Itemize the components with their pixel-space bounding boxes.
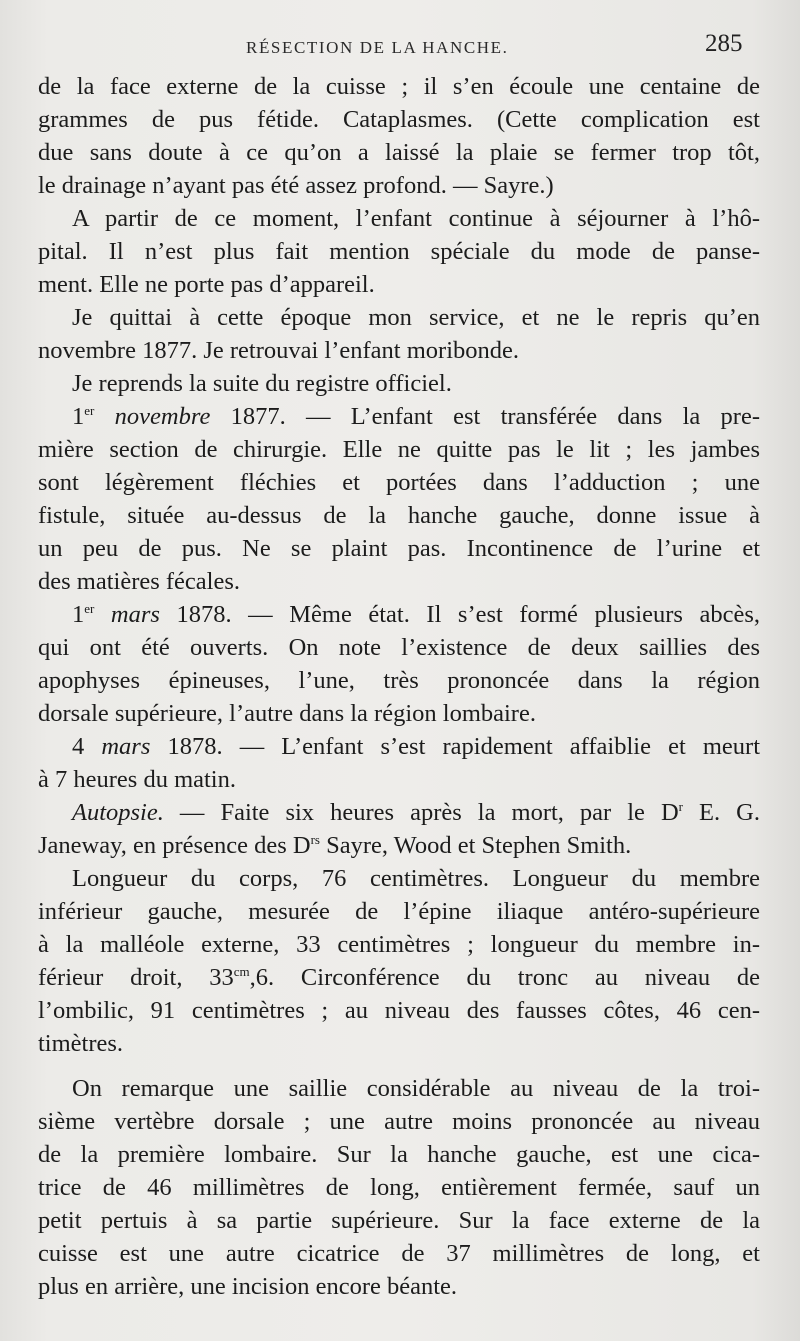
superscript: r: [678, 799, 684, 814]
text-segment: fistule, située au-dessus de la hanche gauche, donne issue à: [38, 502, 760, 529]
text-segment: le drainage n’ayant pas été assez profond. — Sayre.): [38, 172, 554, 199]
text-line: [38, 928, 760, 961]
text-segment: sont légèrement fléchies et portées dans l’adduction ; une: [38, 469, 760, 496]
text-segment: à la malléole externe, 33 centimètres ; longueur du membre in-: [38, 931, 760, 958]
text-line: [38, 895, 760, 928]
text-segment: pital. Il n’est plus fait mention spéciale du mode de panse-: [38, 238, 760, 265]
text-segment: un peu de pus. Ne se plaint pas. Incontinence de l’urine et: [38, 535, 760, 562]
text-line: [38, 796, 760, 829]
text-line: [38, 499, 760, 532]
italic-text: novembre: [94, 403, 211, 430]
text-line: [38, 961, 760, 994]
text-segment: 1877. — L’enfant est transférée dans la pre-: [210, 403, 760, 430]
text-segment: Janeway, en présence des D: [38, 832, 311, 859]
text-segment: Sayre, Wood et Stephen Smith.: [319, 832, 632, 859]
text-line: [38, 1105, 760, 1138]
text-line: [38, 730, 760, 763]
text-segment: cuisse est une autre cicatrice de 37 millimètres de long, et: [38, 1240, 760, 1267]
text-segment: — Faite six heures après la mort, par le D: [163, 799, 679, 826]
text-line: [38, 598, 760, 631]
text-segment: ment. Elle ne porte pas d’appareil.: [38, 271, 375, 298]
text-line: [38, 1204, 760, 1237]
page-header: [0, 30, 800, 64]
italic-text: Autopsie.: [72, 799, 164, 826]
text-segment: A partir de ce moment, l’enfant continue à séjourner à l’hô-: [72, 205, 760, 232]
text-segment: inférieur gauche, mesurée de l’épine iliaque antéro-supérieure: [38, 898, 760, 925]
text-segment: ,6. Circonférence du tronc au niveau de: [249, 964, 760, 991]
superscript: er: [84, 601, 95, 616]
text-segment: 1: [72, 601, 85, 628]
text-line: [38, 367, 760, 400]
text-line: [38, 1072, 760, 1105]
text-line: [38, 1237, 760, 1270]
text-segment: des matières fécales.: [38, 568, 241, 595]
text-segment: plus en arrière, une incision encore béante.: [38, 1273, 458, 1300]
text-segment: Longueur du corps, 76 centimètres. Longueur du membre: [72, 865, 760, 892]
text-segment: de la première lombaire. Sur la hanche gauche, est une cica-: [38, 1141, 760, 1168]
italic-text: mars: [94, 601, 160, 628]
text-line: [38, 1270, 760, 1303]
text-line: [38, 433, 760, 466]
text-segment: 1878. — L’enfant s’est rapidement affaiblie et meurt: [150, 733, 761, 760]
text-segment: qui ont été ouverts. On note l’existence de deux saillies des: [38, 634, 760, 661]
text-segment: petit pertuis à sa partie supérieure. Sur la face externe de la: [38, 1207, 760, 1234]
text-line: [38, 70, 760, 103]
text-segment: 1878. — Même état. Il s’est formé plusieurs abcès,: [159, 601, 761, 628]
text-line: [38, 1138, 760, 1171]
text-segment: Je reprends la suite du registre officiel.: [72, 370, 452, 397]
text-segment: l’ombilic, 91 centimètres ; au niveau des fausses côtes, 46 cen-: [38, 997, 760, 1024]
text-line: [38, 466, 760, 499]
text-line: [38, 1171, 760, 1204]
text-line: [38, 235, 760, 268]
text-segment: E. G.: [683, 799, 760, 826]
text-line: [38, 664, 760, 697]
text-segment: dorsale supérieure, l’autre dans la région lombaire.: [38, 700, 536, 727]
text-line: [38, 862, 760, 895]
text-line: [38, 103, 760, 136]
text-line: [38, 697, 760, 730]
text-segment: 4: [72, 733, 102, 760]
superscript: cm: [233, 964, 250, 979]
text-segment: de la face externe de la cuisse ; il s’en écoule une centaine de: [38, 73, 760, 100]
text-segment: à 7 heures du matin.: [38, 766, 236, 793]
superscript: rs: [310, 832, 320, 847]
text-segment: apophyses épineuses, l’une, très prononcée dans la région: [38, 667, 760, 694]
text-segment: due sans doute à ce qu’on a laissé la plaie se fermer trop tôt,: [38, 139, 760, 166]
text-line: [38, 631, 760, 664]
text-line: [38, 169, 760, 202]
text-line: [38, 763, 760, 796]
text-segment: On remarque une saillie considérable au niveau de la troi-: [72, 1075, 760, 1102]
page-number: 285: [705, 30, 743, 57]
text-line: [38, 829, 760, 862]
text-line: [38, 334, 760, 367]
body-text: [38, 70, 760, 1303]
text-segment: férieur droit, 33: [38, 964, 234, 991]
text-segment: grammes de pus fétide. Cataplasmes. (Cette complication est: [38, 106, 760, 133]
text-segment: sième vertèbre dorsale ; une autre moins prononcée au niveau: [38, 1108, 760, 1135]
text-line: [38, 301, 760, 334]
text-line: [38, 565, 760, 598]
text-segment: Je quittai à cette époque mon service, et ne le repris qu’en: [72, 304, 760, 331]
text-line: [38, 1027, 760, 1060]
text-segment: novembre 1877. Je retrouvai l’enfant moribonde.: [38, 337, 520, 364]
text-line: [38, 994, 760, 1027]
text-segment: mière section de chirurgie. Elle ne quitte pas le lit ; les jambes: [38, 436, 760, 463]
text-segment: timètres.: [38, 1030, 124, 1057]
running-head: RÉSECTION DE LA HANCHE.: [246, 38, 509, 57]
text-segment: 1: [72, 403, 85, 430]
text-line: [38, 268, 760, 301]
text-line: [38, 400, 760, 433]
text-line: [38, 532, 760, 565]
italic-text: mars: [101, 733, 151, 760]
text-line: [38, 202, 760, 235]
text-line: [38, 136, 760, 169]
text-segment: trice de 46 millimètres de long, entièrement fermée, sauf un: [38, 1174, 760, 1201]
superscript: er: [84, 403, 95, 418]
